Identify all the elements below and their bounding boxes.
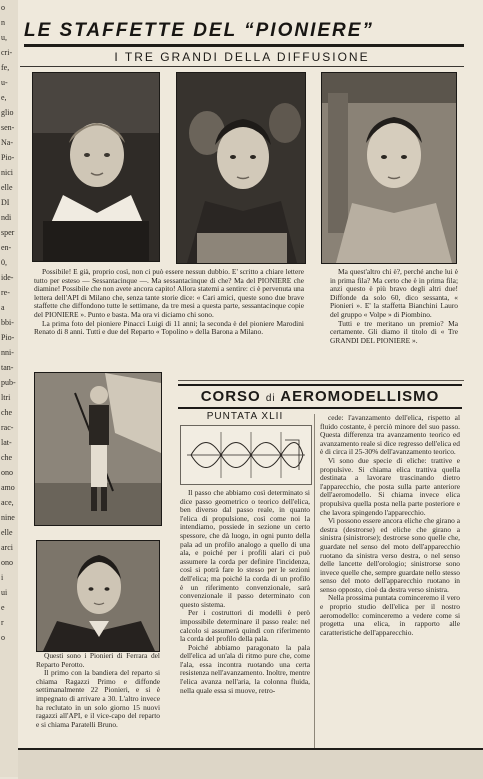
photo-boy-3 [321, 72, 457, 264]
gutter-fragment: sper [1, 228, 15, 237]
gutter-fragment: tan- [1, 363, 14, 372]
gutter-fragment: che [1, 408, 13, 417]
course-title-end: AEROMODELLISMO [280, 388, 440, 405]
propeller-diagram [180, 425, 312, 485]
photo-boy-1 [32, 72, 160, 262]
photo-boy-4 [34, 372, 162, 526]
gutter-fragment: pub- [1, 378, 16, 387]
gutter-fragment: che [1, 453, 13, 462]
gutter-fragment: ui [1, 588, 8, 597]
gutter-fragment: nni- [1, 348, 14, 357]
course-paragraph: Nella prossima puntata cominceremo il vero e proprio studio dell'elica per il nostro aeromodello: cominceremo a vedere come si progetta una elica, in rapporto alle caratteristiche dell'apparecchio. [320, 593, 460, 637]
article-left-text [34, 268, 304, 337]
gutter-fragment: nine [1, 513, 15, 522]
gutter-fragment: ono [1, 558, 13, 567]
article-paragraph: Possibile! E già, proprio così, non ci può essere nessun dubbio. E' scritto a chiare lettere tutto per esteso — Sessantacinque —. Ma sessantacinque di che? Ma del PIONIERE che diamine! Possibile che non avete ancora capito! Allora statemi a sentire: ci è pervenuta una lettera dell'API di Milano che, senza tante storie dice: « Cari amici, queste sono due brave staffette che diffondono tutte le settimane, da tre mesi a questa parte, sessantacinque copie del PIONIERE ». Punto e basta. Ma ora vi diciamo chi sono. [34, 267, 304, 319]
gutter-fragment: a [1, 303, 5, 312]
gutter-fragment: cri- [1, 48, 13, 57]
course-column-1 [180, 489, 310, 695]
gutter-fragment: u, [1, 33, 7, 42]
gutter-fragment: DI [1, 198, 10, 207]
course-paragraph: Vi sono due specie di eliche: trattive e propulsive. Si chiama elica trattiva quella destinata a lavorare trascinando dietro l'apparecchio, che posta sulla parte anteriore dell'aeromodello. Si chiama invece elica propulsiva quella posta nella parte posteriore e che lavora spingendo l'apparecchio. [320, 455, 460, 517]
gutter-fragment: ide- [1, 273, 14, 282]
gutter-fragment: e [1, 603, 5, 612]
gutter-fragment: n [1, 18, 5, 27]
gutter-fragment: fe, [1, 63, 10, 72]
gutter-fragment: e, [1, 93, 7, 102]
gutter-fragment: lat- [1, 438, 12, 447]
gutter-fragment: o [1, 633, 5, 642]
caption-paragraph: Questi sono i Pionieri di Ferrara del Reparto Perotto. [36, 651, 160, 669]
gutter-fragment: arci [1, 543, 13, 552]
course-title-small: di [265, 393, 276, 404]
gutter-fragment: ndi [1, 213, 12, 222]
course-title-main: CORSO [200, 388, 261, 405]
portrait-image [37, 541, 159, 651]
course-paragraph: Il passo che abbiamo così determinato si dice passo geometrico o teorico dell'elica, ben diverso dal passo reale, in quanto l'elica di propulsione, così come noi la intendiamo, possiede in sezione un certo spessore, che dà luogo, in ogni punto della pala ad un profilo analogo a quello di una ala, e poiché per i profili alari ci può assumere la corda per definire l'incidenza, così si potrà fare lo stesso per le sezioni dell'elica; ma poiché la corda di un profilo è un riferimento convenzionale, sarà convenzionale il passo determinato con questo sistema. [180, 488, 310, 609]
portrait-image [177, 73, 305, 263]
gutter-fragment: o [1, 3, 5, 12]
headline: LE STAFFETTE DEL “PIONIERE” [24, 20, 464, 47]
left-gutter-column [0, 0, 19, 777]
gutter-fragment: ace, [1, 498, 14, 507]
course-paragraph: Poiché abbiamo paragonato la pala dell'elica ad un'ala di ritmo pure che, come l'ala, essa incontra ruotando una certa resistenza nell'avanzamento. Inoltre, mentre l'elica avanza nell'aria, la colonna fluida, nella quale essa si muove, retro- [180, 642, 310, 695]
gutter-fragment: bbi- [1, 318, 14, 327]
gutter-fragment: Pio- [1, 153, 15, 162]
article-right-text [330, 268, 458, 345]
course-paragraph: Per i costruttori di modelli è però impossibile determinare il passo reale: nel calcolo si assumerà quindi con riferimento la corda del profilo della pala. [180, 608, 310, 644]
gutter-fragment: en- [1, 243, 12, 252]
article-paragraph: Ma quest'altro chi è?, perché anche lui è in prima fila? Ma certo che è in prima fila; anzi questo è più bravo degli altri due! Diffonde da solo 60, dico sessanta, « Pionieri ». E' la staffetta Bianchini Lauro del gruppo « Volpe » di Piombino. [330, 267, 458, 319]
gutter-fragment: re- [1, 288, 10, 297]
gutter-fragment: rac- [1, 423, 14, 432]
gutter-fragment: sen- [1, 123, 15, 132]
portrait-image [33, 73, 159, 261]
gutter-fragment: Pio- [1, 333, 15, 342]
episode-label: PUNTATA XLII [206, 411, 284, 422]
gutter-fragment: ltri [1, 393, 11, 402]
caption-ferrara [36, 652, 160, 729]
subheadline: I TRE GRANDI DELLA DIFFUSIONE [20, 50, 464, 67]
portrait-image [35, 373, 161, 525]
gutter-fragment: glio [1, 108, 14, 117]
course-title [178, 384, 462, 409]
article-paragraph: Tutti e tre meritano un premio? Ma certamente. Gli diamo il titolo di « Tre GRANDI DEL PIONIERE ». [330, 318, 458, 345]
next-page-strip [18, 748, 483, 779]
article-paragraph: La prima foto del pioniere Pinacci Luigi di 11 anni; la seconda è del pioniere Marodini Renato di 8 anni. Tutti e due del Reparto « Topolino » della Barona a Milano. [34, 318, 304, 337]
gutter-fragment: Na- [1, 138, 13, 147]
caption-paragraph: Il primo con la bandiera del reparto si chiama Ragazzi Primo e diffonde settimanalmente 22 Pionieri, e si è impegnato di arrivare a 30. L'altro invece ha reclutato in un solo giorno 15 nuovi ragazzi all'API, e il vice-capo del reparto e si chiama Paratelli Bruno. [36, 668, 160, 729]
portrait-image [322, 73, 456, 263]
gutter-fragment: elle [1, 528, 13, 537]
gutter-fragment: r [1, 618, 4, 627]
section-divider [178, 380, 464, 381]
gutter-fragment: ono [1, 468, 13, 477]
gutter-fragment: amo [1, 483, 15, 492]
course-paragraph: cede: l'avanzamento dell'elica, rispetto al fluido costante, è perciò minore del suo passo. Questa differenza tra avanzamento teorico ed avanzamento reale si dice regresso dell'elica ed è di circa il 25-30% dell'avanzamento teorico. [320, 413, 460, 457]
gutter-fragment: i [1, 573, 4, 582]
gutter-fragment: nici [1, 168, 13, 177]
column-divider [314, 414, 315, 750]
gutter-fragment: 0, [1, 258, 7, 267]
photo-boy-5 [36, 540, 160, 652]
gutter-fragment: elle [1, 183, 13, 192]
photo-boy-2 [176, 72, 306, 264]
gutter-fragment: u- [1, 78, 8, 87]
course-paragraph: Vi possono essere ancora eliche che girano a destra (destrorse) ed eliche che girano a sinistra (sinistrorse); destrorse sono quelle che, guardate nel senso del moto dell'apparecchio ruotano da sinistra verso destra, o nel senso delle lancette dell'orologio; sinistrorse sono invece quelle che, sempre guardate nello stesso senso del moto dell'apparecchio ruotano in senso opposto, cioè da destra verso sinistra. [320, 516, 460, 594]
helix-drawing [181, 426, 311, 484]
course-column-2 [320, 414, 460, 637]
